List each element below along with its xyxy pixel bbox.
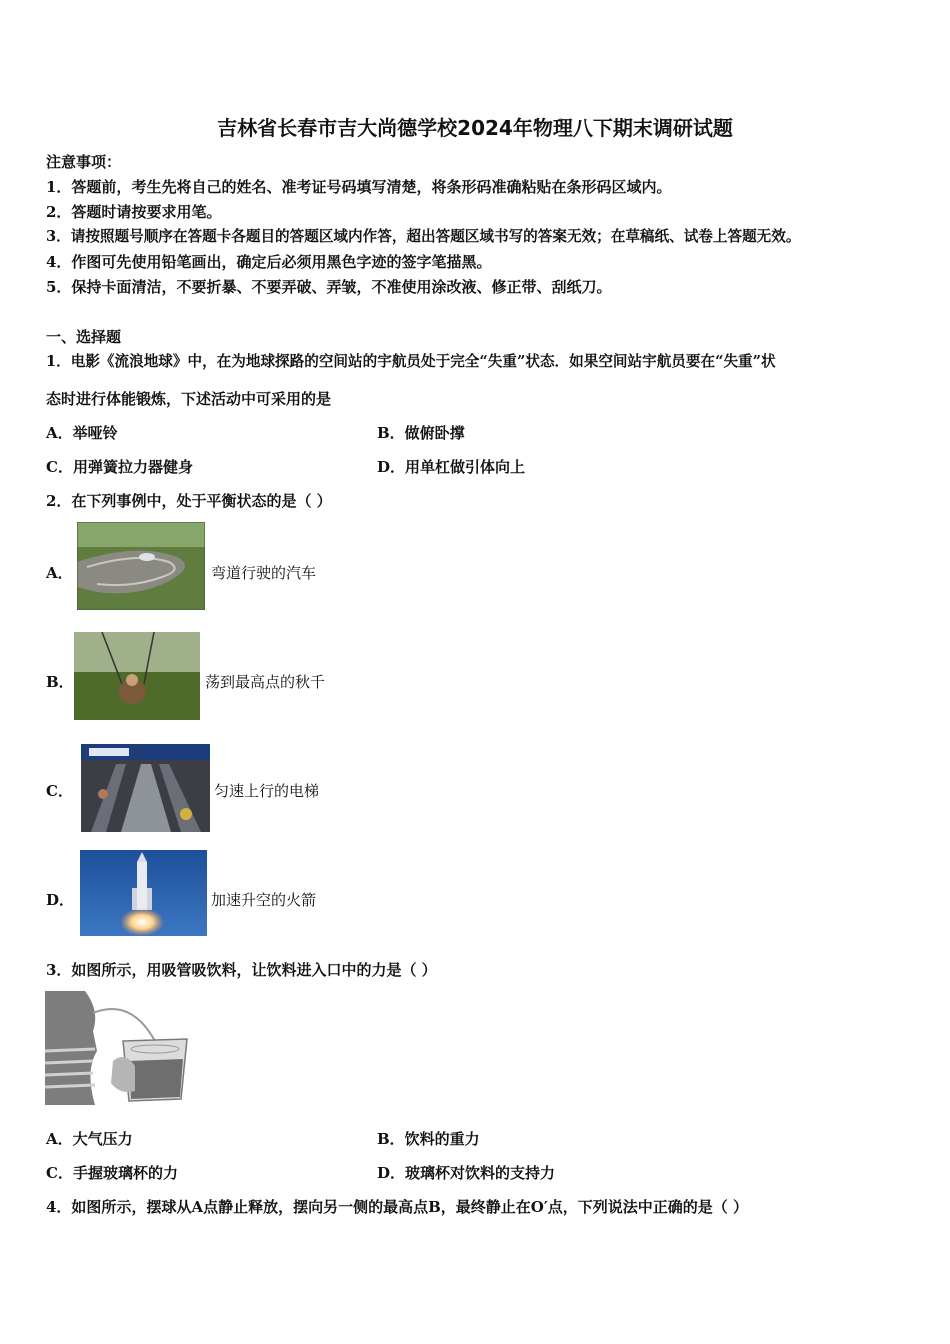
question-3-option-b: B．饮料的重力 [377, 1130, 480, 1148]
question-4-stem: 4．如图所示，摆球从A点静止释放，摆向另一侧的最高点B，最终静止在O′点，下列说法中正确的是（ ） [46, 1198, 749, 1216]
rocket-launch-photo [80, 850, 207, 936]
curved-road-car-photo [77, 522, 205, 610]
question-1-line-1: 1．电影《流浪地球》中，在为地球探路的空间站的宇航员处于完全“失重”状态．如果空间站宇航员要在“失重”状 [46, 353, 776, 370]
question-2-option-c-text: 匀速上行的电梯 [214, 782, 320, 800]
question-3-option-c: C．手握玻璃杯的力 [46, 1164, 178, 1182]
escalator-photo [81, 744, 210, 832]
question-2-option-b-text: 荡到最高点的秋千 [205, 673, 326, 691]
drinking-straw-photo [45, 991, 195, 1105]
question-2-stem: 2．在下列事例中，处于平衡状态的是（ ） [46, 492, 332, 510]
question-3-option-a: A．大气压力 [46, 1130, 133, 1148]
question-2-option-a-text: 弯道行驶的汽车 [211, 564, 317, 582]
swing-photo [74, 632, 200, 720]
notice-item: 2．答题时请按要求用笔。 [46, 203, 222, 221]
notice-item: 5．保持卡面清洁，不要折暴、不要弄破、弄皱，不准使用涂改液、修正带、刮纸刀。 [46, 278, 612, 296]
question-2-option-a-letter: A． [46, 564, 73, 582]
question-1-option-b: B．做俯卧撑 [377, 424, 465, 442]
question-2-option-d-text: 加速升空的火箭 [211, 891, 317, 909]
section-heading: 一、选择题 [46, 328, 122, 346]
notice-item: 1．答题前，考生先将自己的姓名、准考证号码填写清楚，将条形码准确粘贴在条形码区域内。 [46, 178, 672, 196]
question-1-option-a: A．举哑铃 [46, 424, 118, 442]
notice-item: 4．作图可先使用铅笔画出，确定后必须用黑色字迹的签字笔描黑。 [46, 253, 492, 271]
question-2-option-b-letter: B． [46, 673, 74, 691]
question-3-option-d: D．玻璃杯对饮料的支持力 [377, 1164, 556, 1182]
question-2-option-d-letter: D． [46, 891, 75, 909]
page-title: 吉林省长春市吉大尚德学校2024年物理八下期末调研试题 [217, 116, 733, 140]
question-2-option-c-letter: C． [46, 782, 73, 800]
question-1-option-c: C．用弹簧拉力器健身 [46, 458, 193, 476]
question-1-line-2: 态时进行体能锻炼，下述活动中可采用的是 [46, 390, 332, 408]
question-3-stem: 3．如图所示，用吸管吸饮料，让饮料进入口中的力是（ ） [46, 961, 437, 979]
question-1-option-d: D．用单杠做引体向上 [377, 458, 526, 476]
notice-item: 3．请按照题号顺序在答题卡各题目的答题区域内作答，超出答题区域书写的答案无效；在草稿纸、试卷上答题无效。 [46, 228, 801, 245]
notice-heading: 注意事项： [46, 153, 122, 171]
